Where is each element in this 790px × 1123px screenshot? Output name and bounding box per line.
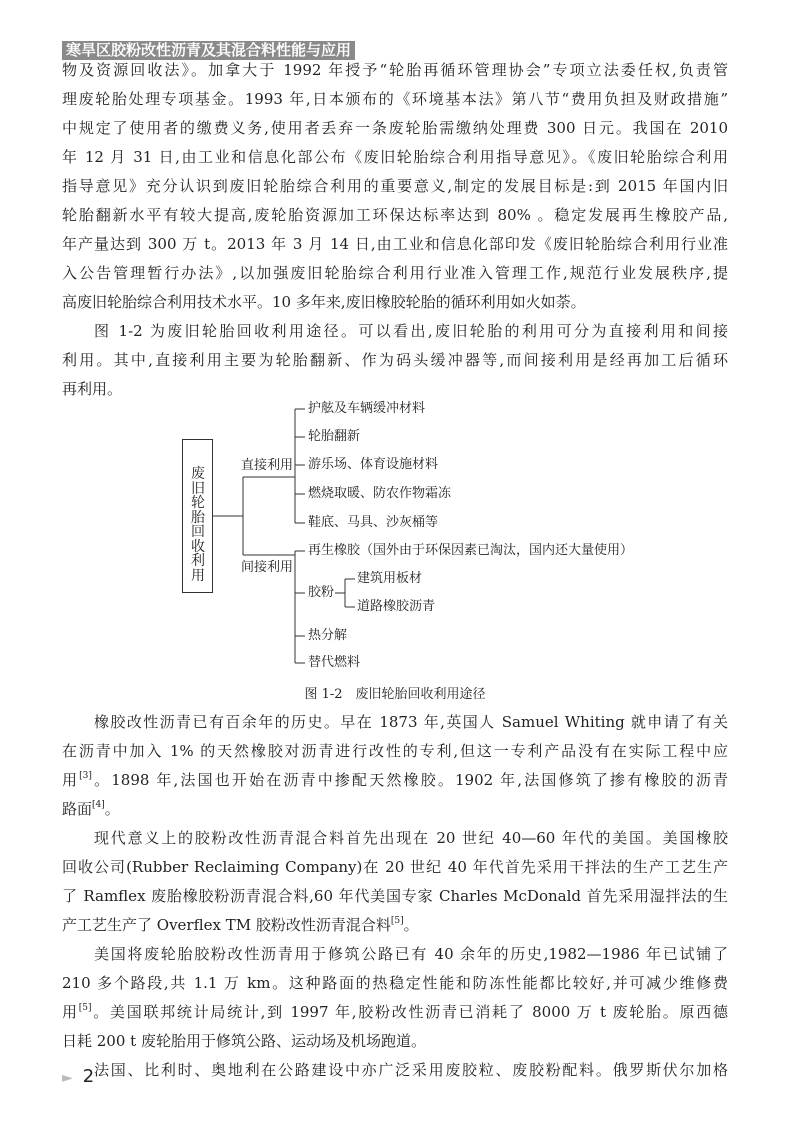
text-line [62, 969, 728, 998]
running-header: 寒旱区胶粉改性沥青及其混合料性能与应用 [62, 41, 355, 60]
text-line [62, 317, 728, 346]
text-run: 产工艺生产了 Overflex TM 胶粉改性沥青混合料 [62, 916, 391, 934]
citation-ref: [5] [78, 1003, 92, 1013]
text-run: 回收公司(Rubber Reclaiming Company)在 20 世纪 40 年代首先采用干拌法的生产工艺生产 [62, 858, 728, 876]
figure-direct-item: 燃烧取暖、防农作物霜冻 [308, 486, 452, 501]
text-run: 年 12 月 31 日,由工业和信息化部公布《废旧轮胎综合利用指导意见》。《废旧轮胎综合利用 [62, 148, 728, 166]
text-line [62, 201, 728, 230]
text-run: 现代意义上的胶粉改性沥青混合料首先出现在 20 世纪 40—60 年代的美国。美国橡胶 [94, 829, 728, 847]
body-text-bottom [62, 708, 728, 1085]
figure-direct-item: 轮胎翻新 [308, 429, 361, 444]
text-line [62, 911, 728, 940]
text-run: 图 1-2 为废旧轮胎回收利用途径。可以看出,废旧轮胎的利用可分为直接利用和间接 [94, 322, 728, 340]
text-run: 在沥青中加入 1% 的天然橡胶对沥青进行改性的专利,但这一专利产品没有在实际工程中应 [62, 742, 728, 760]
text-line [62, 998, 728, 1027]
text-run: 轮胎翻新水平有较大提高,废轮胎资源加工环保达标率达到 80% 。稳定发展再生橡胶产品, [62, 206, 728, 224]
citation-ref: [3] [79, 771, 92, 781]
page-number: 2 [82, 1066, 95, 1087]
figure-rubber-powder-item: 建筑用板材 [357, 571, 423, 586]
text-run: 利用。其中,直接利用主要为轮胎翻新、作为码头缓冲器等,而间接利用是经再加工后循环 [62, 351, 728, 369]
text-line [62, 114, 728, 143]
text-line [62, 766, 728, 795]
text-line [62, 737, 728, 766]
text-line [62, 824, 728, 853]
text-line [62, 882, 728, 911]
figure-direct-label: 直接利用 [241, 458, 294, 473]
figure-rubber-powder-item: 道路橡胶沥青 [357, 599, 436, 614]
text-run: 用 [62, 1003, 79, 1021]
text-line [62, 259, 728, 288]
text-run: 再利用。 [62, 380, 123, 398]
figure-indirect-item: 替代燃料 [308, 655, 361, 670]
text-run: 。1898 年,法国也开始在沥青中掺配天然橡胶。1902 年,法国修筑了掺有橡胶的沥青 [91, 771, 728, 789]
text-run: 。 [104, 800, 120, 818]
figure-direct-item: 护舷及车辆缓冲材料 [308, 401, 426, 416]
text-run: 物及资源回收法》。加拿大于 1992 年授予“轮胎再循环管理协会”专项立法委任权,负责管 [62, 61, 728, 79]
figure-root-label: 废旧轮胎回收利用 [191, 466, 205, 584]
text-line [62, 288, 728, 317]
text-line [62, 143, 728, 172]
body-text-top [62, 56, 728, 404]
text-line [62, 346, 728, 375]
text-run: 高废旧轮胎综合利用技术水平。10 多年来,废旧橡胶轮胎的循环利用如火如荼。 [62, 293, 586, 311]
text-line [62, 172, 728, 201]
text-run: 指导意见》充分认识到废旧轮胎综合利用的重要意义,制定的发展目标是:到 2015 年国内旧 [62, 177, 728, 195]
text-run: 橡胶改性沥青已有百余年的历史。早在 1873 年,英国人 Samuel Whiting 就申请了有关 [94, 713, 728, 731]
figure-caption: 图 1-2 废旧轮胎回收利用途径 [304, 687, 486, 702]
text-run: 法国、比利时、奥地利在公路建设中亦广泛采用废胶粒、废胶粉配料。俄罗斯伏尔加格 [94, 1061, 728, 1079]
text-run: 日耗 200 t 废轮胎用于修筑公路、运动场及机场跑道。 [62, 1032, 426, 1050]
text-line [62, 708, 728, 737]
citation-ref: [4] [92, 800, 105, 810]
text-line [62, 1056, 728, 1085]
figure-indirect-item: 热分解 [308, 628, 348, 643]
text-line [62, 56, 728, 85]
figure-direct-item: 游乐场、体育设施材料 [308, 457, 439, 472]
figure-direct-item: 鞋底、马具、沙灰桶等 [308, 515, 439, 530]
page-arrow-icon: ► [62, 1070, 73, 1086]
text-run: 用 [62, 771, 80, 789]
text-run: 210 多个路段,共 1.1 万 km。这种路面的热稳定性能和防冻性能都比较好,并可减少维修费 [62, 974, 728, 992]
text-line [62, 375, 728, 404]
text-line [62, 853, 728, 882]
text-line [62, 795, 728, 824]
text-line [62, 1027, 728, 1056]
text-run: 美国将废轮胎胶粉改性沥青用于修筑公路已有 40 余年的历史,1982—1986 年已试铺了 [94, 945, 728, 963]
text-run: 理废轮胎处理专项基金。1993 年,日本颁布的《环境基本法》第八节“费用负担及财政措施” [62, 90, 728, 108]
figure-indirect-item: 胶粉 [308, 585, 335, 600]
text-run: 年产量达到 300 万 t。2013 年 3 月 14 日,由工业和信息化部印发《废旧轮胎综合利用行业准 [62, 235, 728, 253]
text-run: 了 Ramflex 废胎橡胶粉沥青混合料,60 年代美国专家 Charles McDonald 首先采用湿拌法的生 [62, 887, 728, 905]
citation-ref: [5] [390, 916, 404, 926]
text-line [62, 230, 728, 259]
page-footer [62, 1066, 94, 1087]
text-run: 中规定了使用者的缴费义务,使用者丢弃一条废轮胎需缴纳处理费 300 日元。我国在 2010 [62, 119, 728, 137]
text-line [62, 940, 728, 969]
text-run: 。美国联邦统计局统计,到 1997 年,胶粉改性沥青已消耗了 8000 万 t 废轮胎。原西德 [91, 1003, 728, 1021]
text-run: 。 [403, 916, 419, 934]
figure-indirect-item: 再生橡胶（国外由于环保因素已淘汰，国内还大量使用） [308, 543, 634, 558]
text-line [62, 85, 728, 114]
text-run: 入公告管理暂行办法》,以加强废旧轮胎综合利用行业准入管理工作,规范行业发展秩序,提 [62, 264, 728, 282]
figure-indirect-label: 间接利用 [241, 560, 294, 575]
text-run: 路面 [62, 800, 93, 818]
